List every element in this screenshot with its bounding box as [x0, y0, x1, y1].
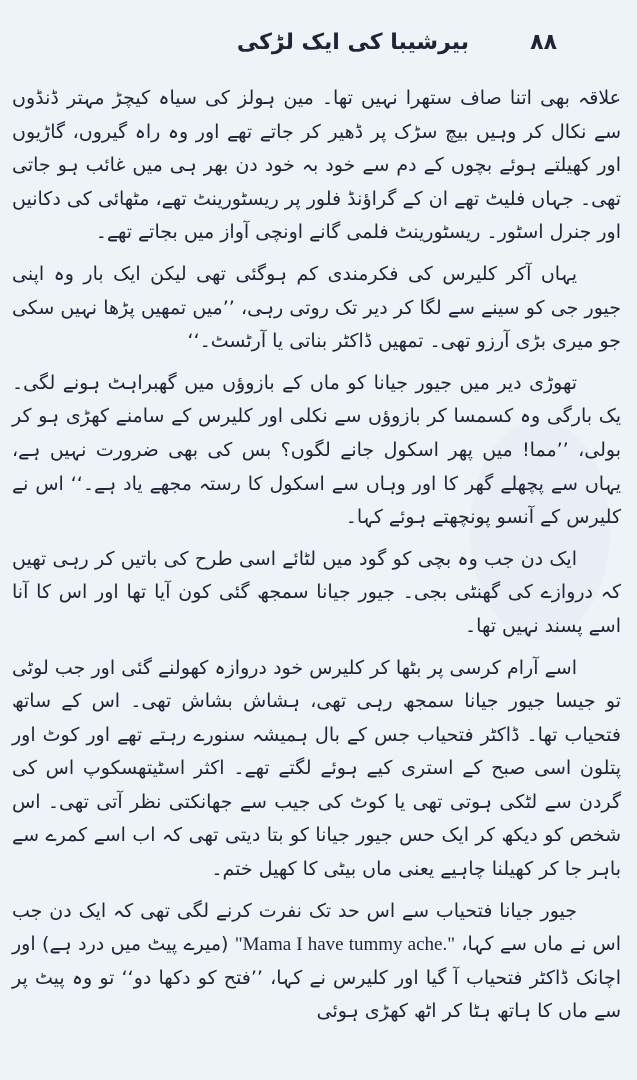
paragraph: اسے آرام کرسی پر بٹھا کر کلیرس خود دروازہ کھولنے گئی اور جب لوٹی تو جیسا جیور جیانا سمجھ رہی تھی، ہشاش بشاش تھی۔ اس کے ساتھ فتحیاب تھا۔ ڈاکٹر فتحیاب جس کے بال ہمیشہ سنورے رہتے تھے اور کوٹ اور پتلون اسی صبح کے استری کیے ہوئے لگتے تھے۔ اکثر اسٹیتھسکوپ اس کی گردن سے لٹکی ہوتی تھی یا کوٹ کی جیب سے جھانکتی نظر آتی تھی۔ اس شخص کو دیکھ کر ایک حس جیور جیانا کو بتا دیتی تھی کہ اب اسے کمرے سے باہر جا کر کھیلنا چاہیے یعنی ماں بیٹی کا کھیل ختم۔ [12, 656, 621, 881]
paragraph: یہاں آکر کلیرس کی فکرمندی کم ہوگئی تھی لیکن ایک بار وہ اپنی جیور جی کو سینے سے لگا کر دیر تک روتی رہی، ’’میں تمھیں پڑھا نہیں سکی جو میری بڑی آرزو تھی۔ تمھیں ڈاکٹر بناتی یا آرٹسٹ۔‘‘ [12, 262, 621, 353]
paragraph: تھوڑی دیر میں جیور جیانا کو ماں کے بازوؤں میں گھبراہٹ ہونے لگی۔ یک بارگی وہ کسمسا کر بازوؤں سے نکلی اور کلیرس کے سامنے کھڑی ہو کر بولی، ’’مما! میں پھر اسکول جانے لگوں؟ بس کی بھی ضرورت نہیں ہے، یہاں سے پچھلے گھر کا اور وہاں سے اسکول کا رستہ مجھے یاد ہے۔‘‘ اس نے کلیرس کے آنسو پونچھتے ہوئے کہا۔ [12, 371, 621, 529]
english-quote: "Mama I have tummy ache." [234, 934, 455, 956]
page-body [12, 82, 621, 1037]
paragraph: علاقہ بھی اتنا صاف ستھرا نہیں تھا۔ مین ہولز کی سیاہ کیچڑ مہتر ڈنڈوں سے نکال کر وہیں بیچ سڑک پر ڈھیر کر جاتے تھے اور وہ راہ گیروں، گاڑیوں اور کھیلتے ہوئے بچوں کے دم سے خود بہ خود دن بھر ہی میں غائب ہو جاتی تھی۔ جہاں فلیٹ تھے ان کے گراؤنڈ فلور پر ریسٹورینٹ تھے، مٹھائی کی دکانیں اور جنرل اسٹور۔ ریسٹورینٹ فلمی گانے اونچی آواز میں بجاتے تھے۔ [12, 87, 621, 244]
page-header [18, 24, 619, 68]
paragraph-text: (میرے پیٹ میں درد ہے) اور اچانک ڈاکٹر فتحیاب آ گیا اور کلیرس نے کہا، ’’فتح کو دکھا دو‘‘ تو وہ پیٹ پر سے ماں کا ہاتھ ہٹا کر اٹھ کھڑی ہوئی [12, 933, 621, 1023]
page-number: ۸۸ [530, 30, 557, 55]
running-title: بیرشیبا کی ایک لڑکی [236, 30, 469, 55]
paragraph-last [12, 895, 621, 1029]
paragraph: ایک دن جب وہ بچی کو گود میں لٹائے اسی طرح کی باتیں کر رہی تھیں کہ دروازے کی گھنٹی بجی۔ جیور جیانا سمجھ گئی کون آیا تھا اور اس کا آنا اسے پسند نہیں تھا۔ [12, 547, 621, 637]
paragraph-text: جیور جیانا فتحیاب سے اس حد تک نفرت کرنے لگی تھی کہ ایک دن جب اس نے ماں سے کہا، [12, 899, 622, 956]
